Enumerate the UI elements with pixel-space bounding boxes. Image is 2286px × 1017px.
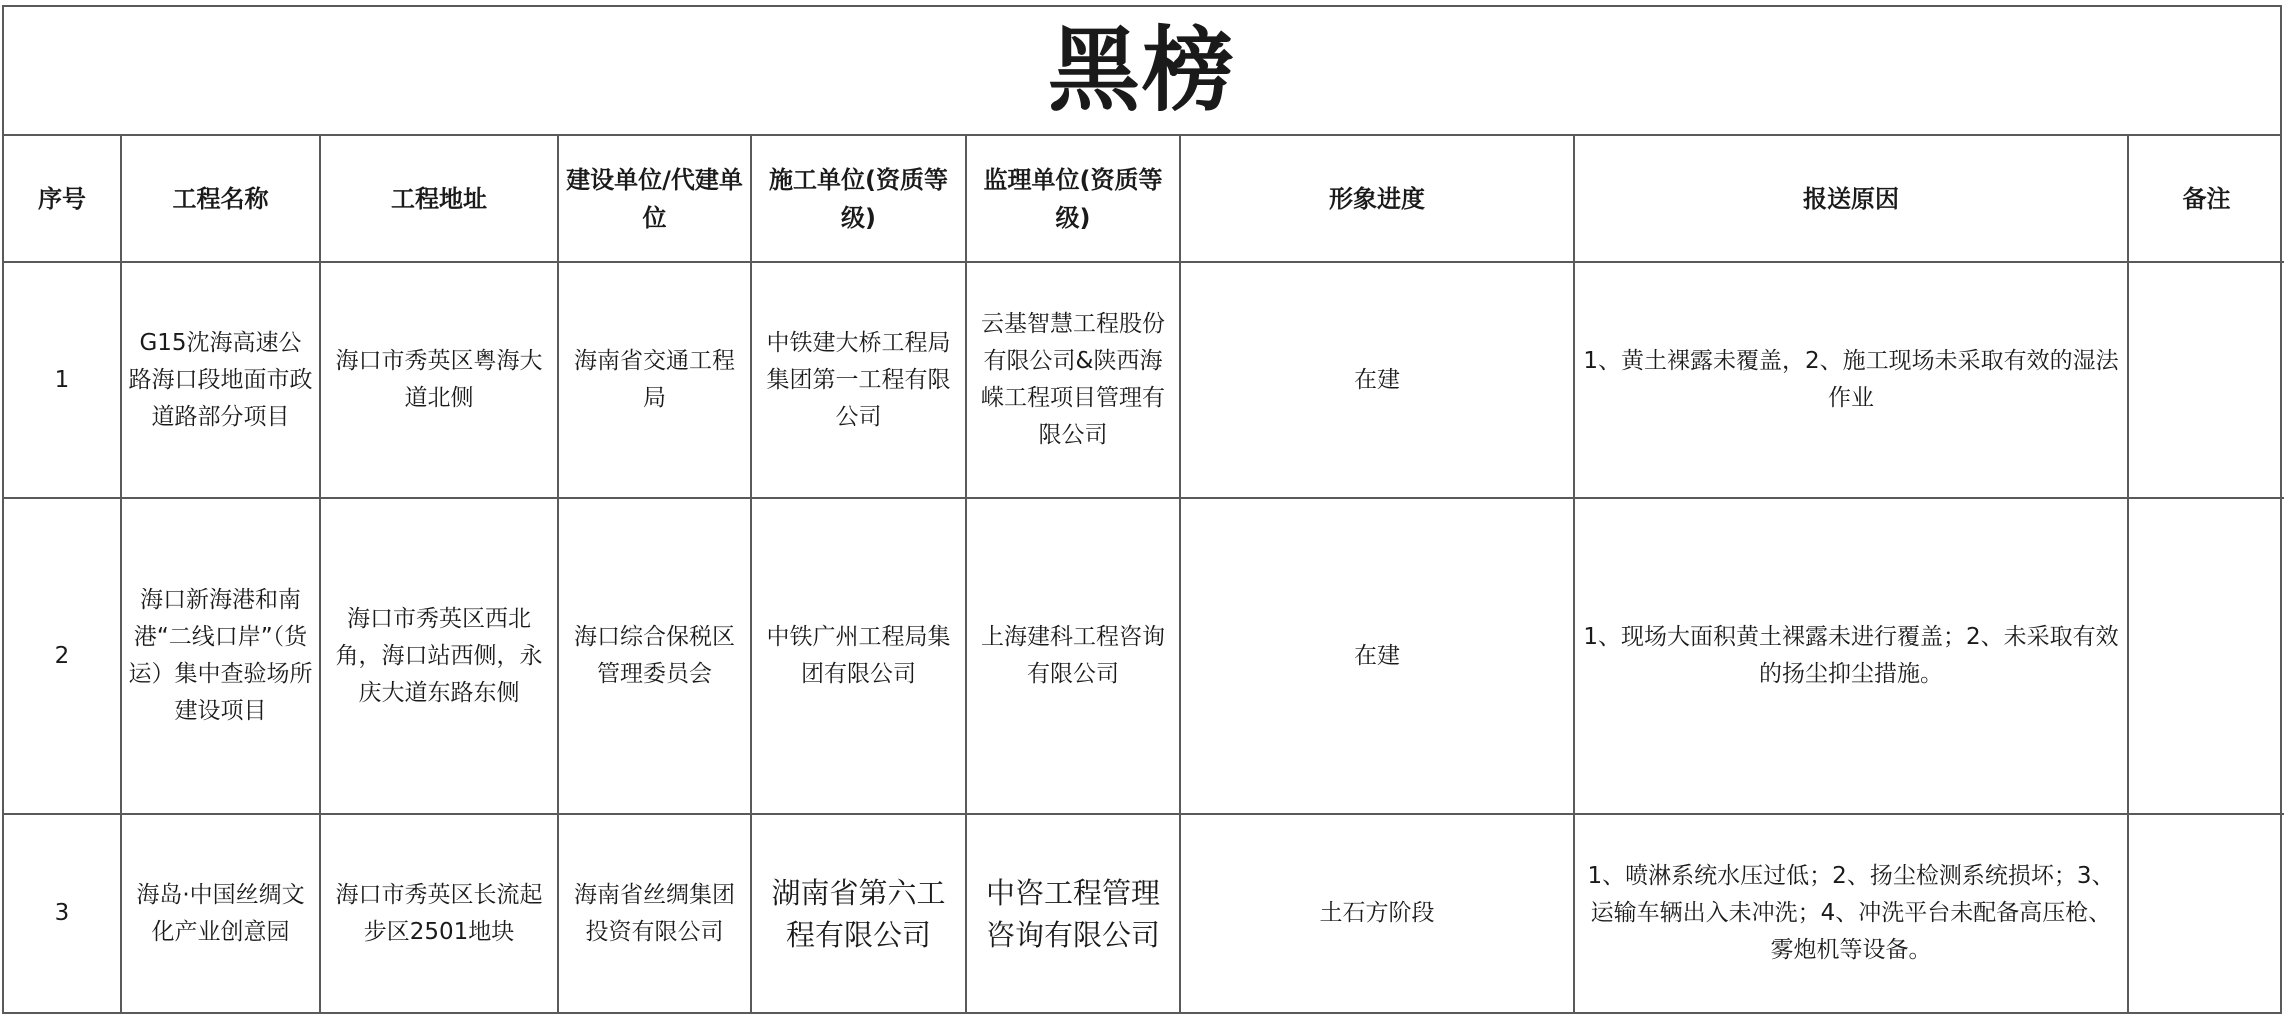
cell-project-name: G15沈海高速公路海口段地面市政道路部分项目 <box>121 262 320 498</box>
cell-index: 3 <box>4 814 121 1012</box>
cell-progress: 在建 <box>1180 262 1574 498</box>
cell-index: 1 <box>4 262 121 498</box>
col-header-progress: 形象进度 <box>1180 136 1574 262</box>
cell-project-address: 海口市秀英区西北角，海口站西侧，永庆大道东路东侧 <box>320 498 558 814</box>
cell-owner: 海南省丝绸集团投资有限公司 <box>558 814 751 1012</box>
col-header-owner: 建设单位/代建单位 <box>558 136 751 262</box>
cell-progress: 土石方阶段 <box>1180 814 1574 1012</box>
page-title: 黑榜 <box>1047 16 1236 124</box>
cell-reason: 1、黄土裸露未覆盖，2、施工现场未采取有效的湿法作业 <box>1574 262 2128 498</box>
cell-supervisor: 中咨工程管理咨询有限公司 <box>966 814 1180 1012</box>
table-row <box>4 498 2284 814</box>
col-header-project-name: 工程名称 <box>121 136 320 262</box>
cell-owner: 海南省交通工程局 <box>558 262 751 498</box>
cell-contractor: 中铁广州工程局集团有限公司 <box>751 498 966 814</box>
col-header-contractor: 施工单位(资质等级) <box>751 136 966 262</box>
cell-index: 2 <box>4 498 121 814</box>
cell-owner: 海口综合保税区管理委员会 <box>558 498 751 814</box>
cell-project-address: 海口市秀英区粤海大道北侧 <box>320 262 558 498</box>
cell-note <box>2128 814 2284 1012</box>
cell-reason: 1、现场大面积黄土裸露未进行覆盖；2、未采取有效的扬尘抑尘措施。 <box>1574 498 2128 814</box>
cell-project-address: 海口市秀英区长流起步区2501地块 <box>320 814 558 1012</box>
col-header-note: 备注 <box>2128 136 2284 262</box>
cell-note <box>2128 262 2284 498</box>
table-row <box>4 814 2284 1012</box>
cell-reason: 1、喷淋系统水压过低；2、扬尘检测系统损坏；3、运输车辆出入未冲洗；4、冲洗平台未配备高压枪、雾炮机等设备。 <box>1574 814 2128 1012</box>
table-row <box>4 262 2284 498</box>
cell-supervisor: 上海建科工程咨询有限公司 <box>966 498 1180 814</box>
cell-note <box>2128 498 2284 814</box>
blacklist-sheet <box>2 5 2282 1014</box>
blacklist-table <box>4 136 2284 1012</box>
cell-contractor: 湖南省第六工程有限公司 <box>751 814 966 1012</box>
col-header-supervisor: 监理单位(资质等级) <box>966 136 1180 262</box>
cell-contractor: 中铁建大桥工程局集团第一工程有限公司 <box>751 262 966 498</box>
col-header-index: 序号 <box>4 136 121 262</box>
title-row <box>4 7 2280 136</box>
cell-project-name: 海口新海港和南港“二线口岸”（货运）集中查验场所建设项目 <box>121 498 320 814</box>
cell-progress: 在建 <box>1180 498 1574 814</box>
col-header-project-address: 工程地址 <box>320 136 558 262</box>
cell-project-name: 海岛·中国丝绸文化产业创意园 <box>121 814 320 1012</box>
cell-supervisor: 云基智慧工程股份有限公司&陕西海嵘工程项目管理有限公司 <box>966 262 1180 498</box>
col-header-reason: 报送原因 <box>1574 136 2128 262</box>
header-row <box>4 136 2284 262</box>
